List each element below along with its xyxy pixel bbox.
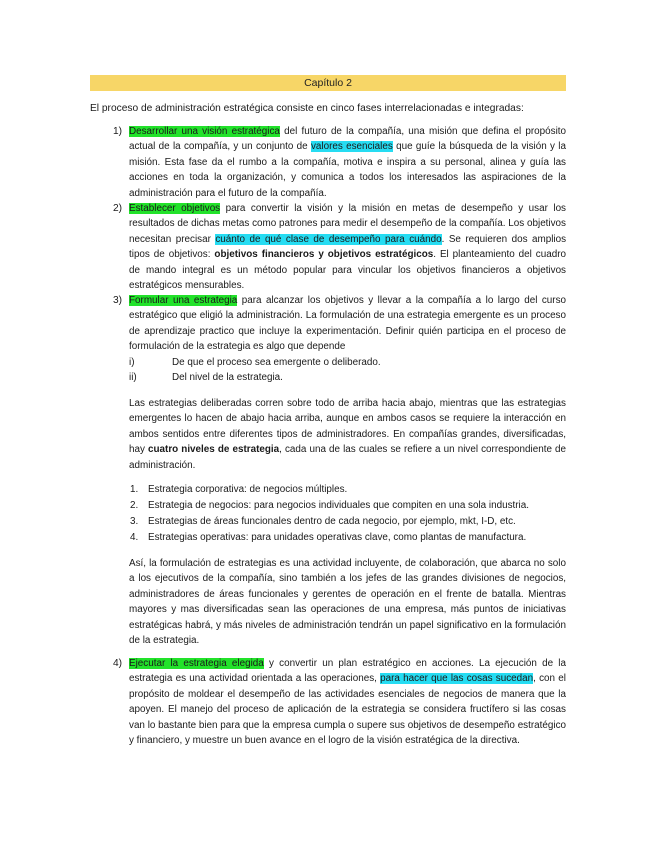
levels-paragraph-bold: cuatro niveles de estrategia [148,444,280,456]
sub-item-ii-index: ii) [129,372,137,383]
item-1-text-b: que guíe la búsqueda de la visión y la misión. Esta fase da el rumbo a la compañía, motiva e inspira a su personal, alinea y guía las acciones en toda la organización, y comunica a todos los interesados las aspiraciones de la administración para el futuro de la compañía. [129,141,566,199]
collaboration-paragraph: Así, la formulación de estrategias es una actividad incluyente, de colaboración, que abarca no solo a los ejecutivos de la compañía, sino también a los jefes de las grandes divisiones de negocios, administradores de áreas funcionales y gerentes de operación en el frente de batalla. Mientras mayores y mas diversificadas sean las operaciones de una empresa, más puntos de iniciativas estratégicas habrá, y más niveles de administración tendrán un papel significativo en la formulación de la estrategia. [129,558,566,647]
item-4-text-b: , con el propósito de moldear el desempeño de las actividades esenciales de negocios de manera que la apoyen. El manejo del proceso de aplicación de la estrategia se considera fructífero si las cosas van lo bastante bien para que la empresa cumpla o supere sus objetivos de desempeño estratégico y financiero, y muestre un buen avance en el logro de la visión estratégica de la directiva. [129,673,566,747]
item-2-text-c: . El planteamiento del cuadro de mando integral es un método popular para vincular los objetivos financieros a objetivos estratégicos mensurables. [129,249,566,292]
item-3-number: 3) [113,295,123,306]
sub-item-i-text: De que el proceso sea emergente o deliberado. [172,357,381,368]
strategy-levels-paragraph [129,396,566,473]
item-3-text [129,293,566,355]
item-1-highlight: Desarrollar una visión estratégica [129,126,280,137]
level-1-index: 1. [130,484,139,495]
item-4-text [129,656,566,748]
level-4-text: Estrategias operativas: para unidades operativas clave, como plantas de manufactura. [148,532,527,543]
item-2-highlight: Establecer objetivos [129,203,221,214]
item-2-cyan-highlight: cuánto de qué clase de desempeño para cuándo [215,233,442,245]
item-1-text [129,124,566,201]
item-4-cyan-highlight: para hacer que las cosas sucedan [380,673,534,685]
item-2-bold: objetivos financieros y objetivos estratégicos [214,249,434,261]
item-4-highlight: Ejecutar la estrategia elegida [129,658,264,669]
sub-item-ii-text: Del nivel de la estrategia. [172,372,283,383]
item-2-text-a: para convertir la visión y la misión en metas de desempeño y usar los resultados de dichas metas como patrones para medir el desempeño de la compañía. Los objetivos necesitan precisar [129,203,566,245]
item-1-number: 1) [113,126,123,137]
chapter-title: Capítulo 2 [90,75,566,91]
sub-item-i-index: i) [129,357,135,368]
level-4-index: 4. [130,532,139,543]
level-2-index: 2. [130,500,139,511]
item-2-text-b: . Se requieren dos amplios tipos de objetivos: [129,233,567,261]
level-1-text: Estrategia corporativa: de negocios múltiples. [148,484,348,495]
levels-paragraph-c: , cada una de las cuales se refiere a un nivel correspondiente de administración. [129,444,567,471]
item-3-text-a: para alcanzar los objetivos y llevar a la compañía a lo largo del curso estratégico que eligió la administración. La formulación de una estrategia emergente es un proceso de aprendizaje practico que incluye la experimentación. Definir quién participa en el proceso de formulación de la estrategia es algo que depende [129,295,566,353]
level-2-text: Estrategia de negocios: para negocios individuales que compiten en una sola industria. [148,500,529,511]
intro-paragraph: El proceso de administración estratégica consiste en cinco fases interrelacionadas e integradas: [90,103,524,114]
level-3-index: 3. [130,516,139,527]
item-2-text [129,201,566,293]
item-3-highlight: Formular una estrategia [129,295,238,306]
level-3-text: Estrategias de áreas funcionales dentro de cada negocio, por ejemplo, mkt, I-D, etc. [148,516,516,527]
item-4-text-a: y convertir un plan estratégico en acciones. La ejecución de la estrategia es una actividad orientada a las operaciones, [129,658,566,685]
item-1-text-a: del futuro de la compañía, una misión que defina el propósito actual de la compañía, y un conjunto de [129,126,566,153]
item-2-number: 2) [113,203,123,214]
item-1-cyan-highlight: valores esenciales [310,141,393,153]
item-4-number: 4) [113,658,123,669]
levels-paragraph-a: Las estrategias deliberadas corren sobre todo de arriba hacia abajo, mientras que las estrategias emergentes lo hacen de abajo hacia arriba, aunque en ambos casos se requiere la interacción en ambos sentidos entre diferentes tipos de administradores. En compañías grandes, diversificadas, hay [129,398,566,456]
